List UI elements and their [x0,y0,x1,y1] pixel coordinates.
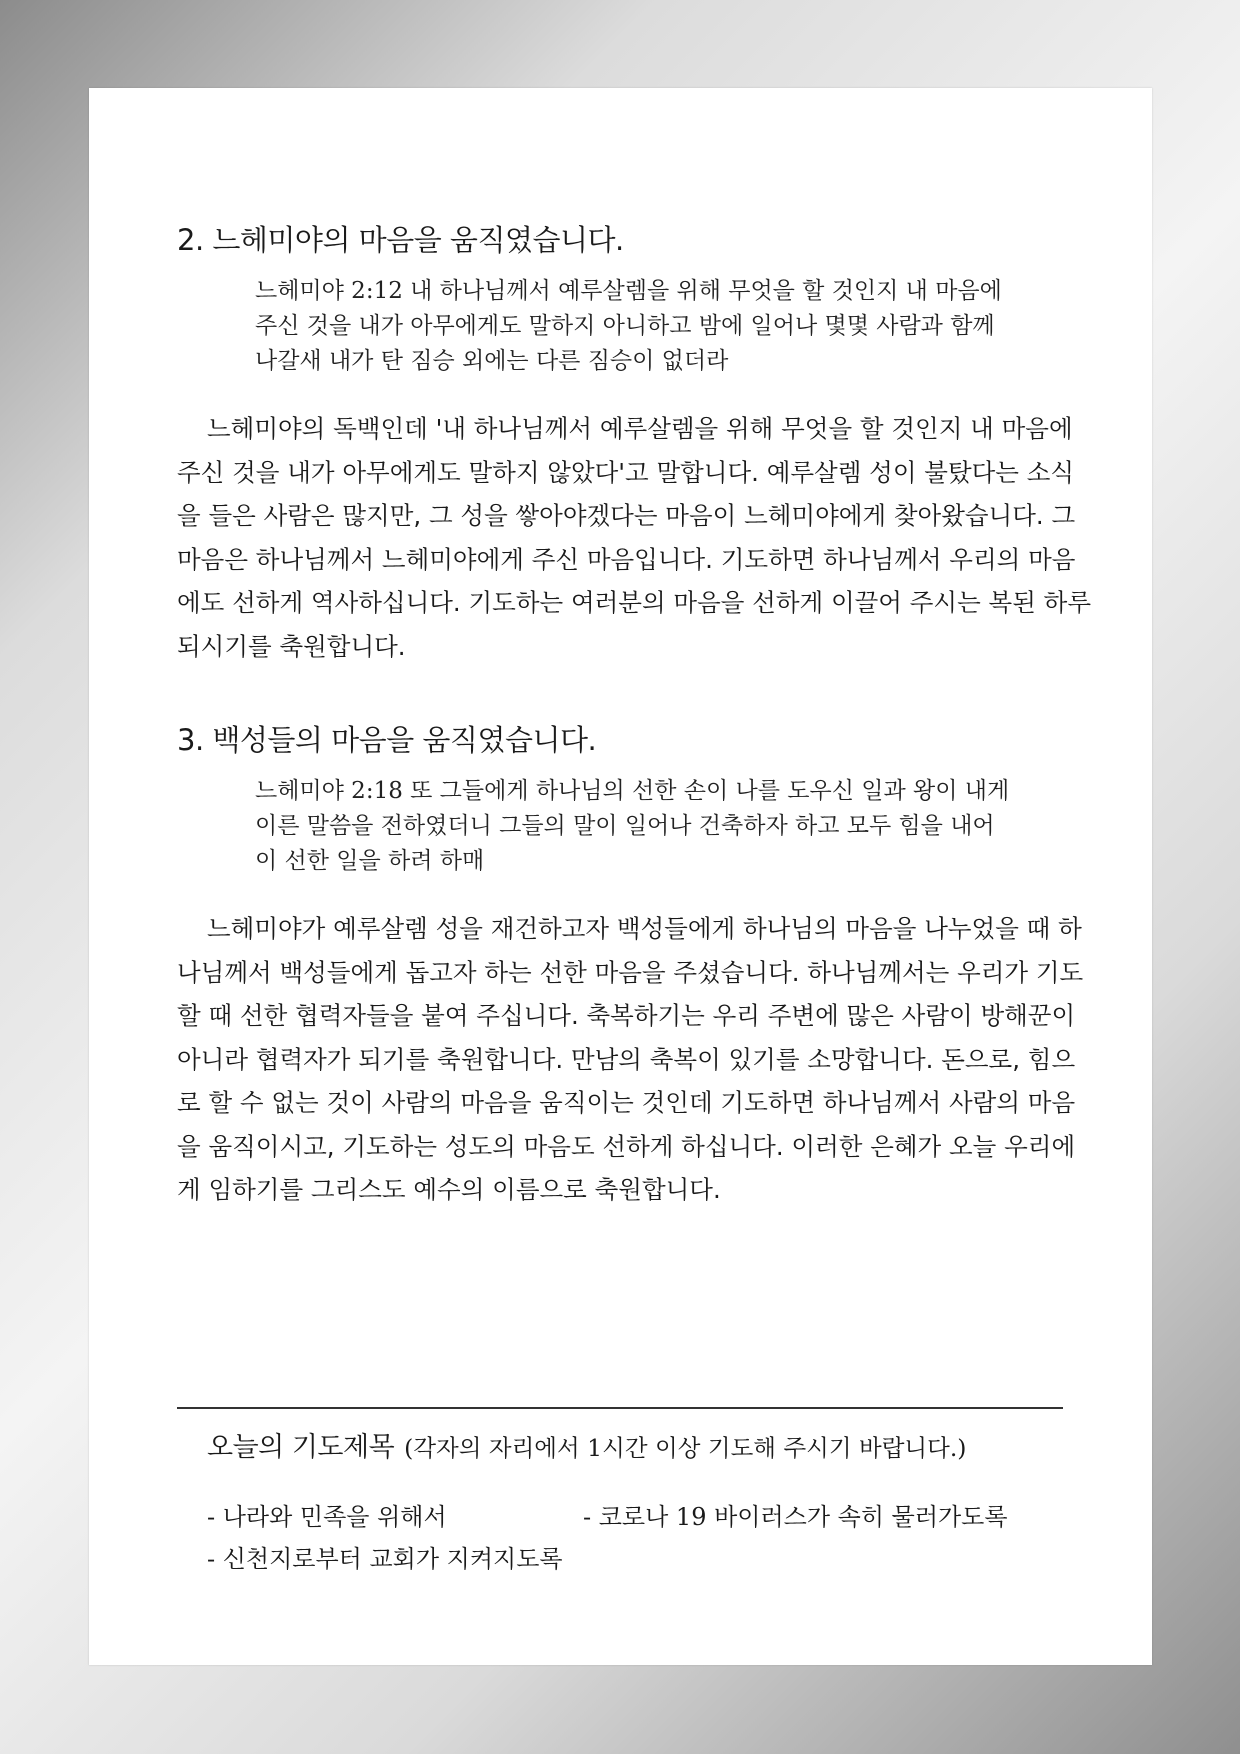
body-line: 되시기를 축원합니다. [177,631,406,661]
body-line: 주신 것을 내가 아무에게도 말하지 않았다'고 말합니다. 예루살렘 성이 불탔다는 소식 [177,457,1075,487]
prayer-item: - 나라와 민족을 위해서 [207,1503,447,1531]
body-line: 할 때 선한 협력자들을 붙여 주십니다. 축복하기는 우리 주변에 많은 사람이 방해꾼이 [177,1001,1076,1030]
body-line: 마음은 하나님께서 느헤미야에게 주신 마음입니다. 기도하면 하나님께서 우리의 마음 [177,544,1076,574]
verse-line: 이른 말씀을 전하였더니 그들의 말이 일어나 건축하자 하고 모두 힘을 내어 [255,813,995,839]
prayer-item: - 코로나 19 바이러스가 속히 물러가도록 [583,1503,1008,1531]
verse-line: 느헤미야 2:18 또 그들에게 하나님의 선한 손이 나를 도우신 일과 왕이 내게 [255,778,1010,804]
section-3-body [177,907,1084,1212]
body-line: 게 임하기를 그리스도 예수의 이름으로 축원합니다. [177,1175,721,1204]
body-line: 나님께서 백성들에게 돕고자 하는 선한 마음을 주셨습니다. 하나님께서는 우리가 기도 [177,957,1084,987]
prayer-heading [207,1426,1047,1474]
section-2-body [177,407,1092,668]
body-line: 느헤미야의 독백인데 '내 하나님께서 예루살렘을 위해 무엇을 할 것인지 내 마음에 [207,414,1073,443]
prayer-item: - 신천지로부터 교회가 지켜지도록 [207,1545,563,1573]
section-3-verse [255,774,1025,879]
body-line: 에도 선하게 역사하십니다. 기도하는 여러분의 마음을 선하게 이끌어 주시는 복된 하루 [177,588,1092,617]
section-2-verse [255,274,1025,379]
verse-line: 이 선한 일을 하려 하매 [255,848,485,874]
document-page [89,88,1152,1665]
body-line: 로 할 수 없는 것이 사람의 마음을 움직이는 것인데 기도하면 하나님께서 사람의 마음 [177,1088,1076,1117]
prayer-list [207,1496,1047,1586]
body-line: 아니라 협력자가 되기를 축원합니다. 만남의 축복이 있기를 소망합니다. 돈으로, 힘으 [177,1044,1076,1074]
body-line: 을 들은 사람은 많지만, 그 성을 쌓아야겠다는 마음이 느헤미야에게 찾아왔습니다. 그 [177,501,1076,530]
verse-line: 주신 것을 내가 아무에게도 말하지 아니하고 밤에 일어나 몇몇 사람과 함께 [255,313,995,339]
prayer-note: (각자의 자리에서 1시간 이상 기도해 주시기 바랍니다.) [404,1434,967,1462]
page-content [177,220,1092,1212]
section-divider [177,1407,1063,1409]
section-3-title: 3. 백성들의 마음을 움직였습니다. [177,723,597,757]
section-2-title: 2. 느헤미야의 마음을 움직였습니다. [177,223,624,257]
body-line: 느헤미야가 예루살렘 성을 재건하고자 백성들에게 하나님의 마음을 나누었을 때 하 [207,914,1082,943]
body-line: 을 움직이시고, 기도하는 성도의 마음도 선하게 하십니다. 이러한 은혜가 오늘 우리에 [177,1131,1076,1161]
prayer-title: 오늘의 기도제목 [207,1432,395,1463]
prayer-box [207,1426,1047,1586]
verse-line: 나갈새 내가 탄 짐승 외에는 다른 짐승이 없더라 [255,348,729,374]
verse-line: 느헤미야 2:12 내 하나님께서 예루살렘을 위해 무엇을 할 것인지 내 마음에 [255,278,1002,304]
